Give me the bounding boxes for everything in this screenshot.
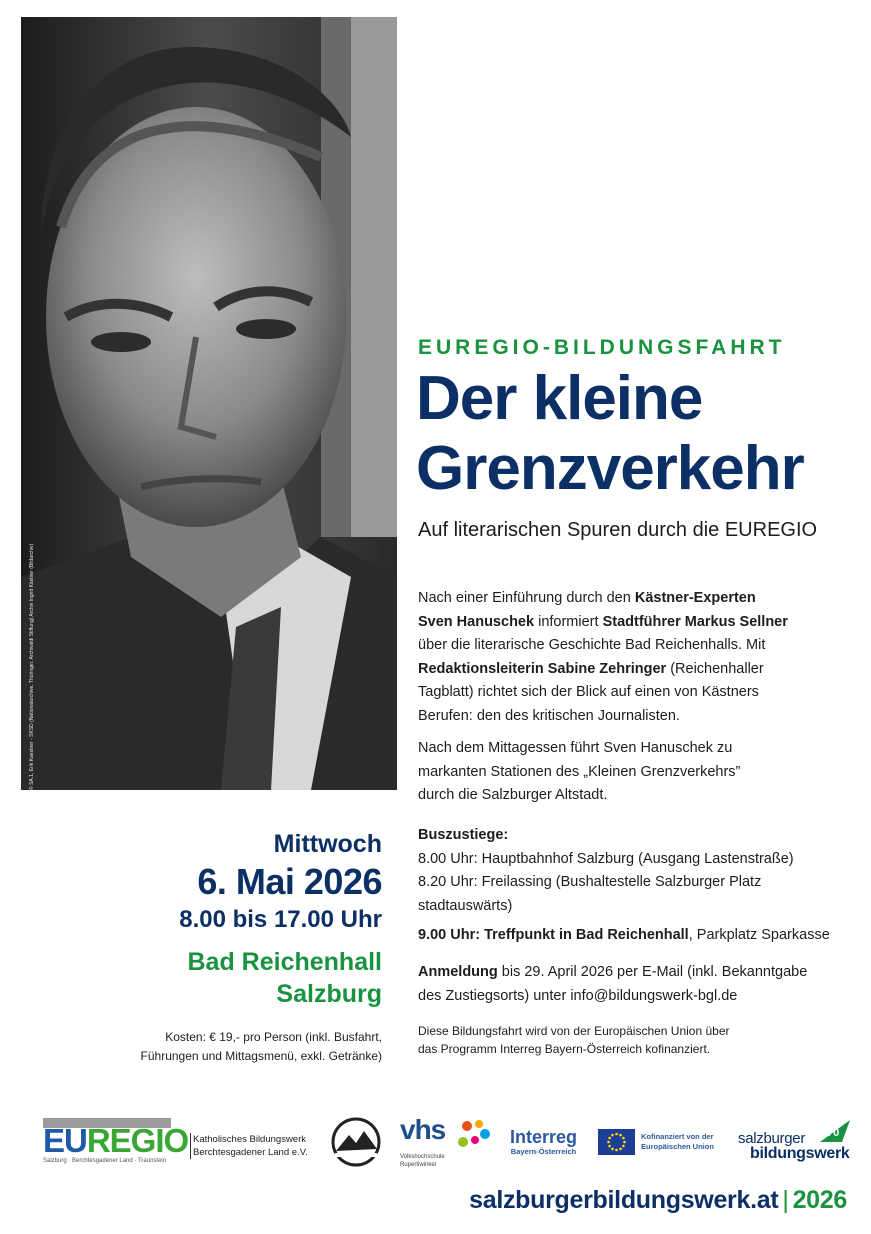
event-weekday: Mittwoch — [273, 830, 382, 858]
mountain-emblem-icon — [331, 1117, 381, 1167]
website-link[interactable]: salzburgerbildungswerk.at — [469, 1186, 779, 1214]
intro-text: Nach einer Einführung durch den — [418, 590, 635, 606]
kbw-line: Berchtesgadener Land e.V. — [193, 1147, 308, 1158]
interreg-wordmark: Interreg — [510, 1127, 578, 1147]
afternoon-text: markanten Stationen des „Kleinen Grenzverkehrs” — [418, 763, 741, 780]
kbw-logo — [190, 1133, 308, 1159]
interreg-logo — [510, 1127, 577, 1156]
title-line-2: Grenzverkehr — [416, 434, 804, 503]
sbw-wordmark-line1: salzburger — [738, 1130, 806, 1147]
afternoon-text: Nach dem Mittagessen führt Sven Hanuschek zu — [418, 740, 733, 756]
page-subtitle: Auf literarischen Spuren durch die EUREGIO — [418, 519, 818, 541]
registration-contact: des Zustiegsorts) unter info@bildungswerk-bgl.de — [418, 987, 738, 1004]
guide-name: Stadtführer Markus Sellner — [602, 613, 788, 630]
sbw-wordmark-line2: bildungswerk — [750, 1145, 850, 1162]
page-title — [416, 364, 866, 504]
svg-text:70: 70 — [827, 1127, 840, 1139]
anniversary-badge-icon — [820, 1118, 852, 1144]
meeting-point-detail: , Parkplatz Sparkasse — [688, 927, 830, 943]
intro-text: (Reichenhaller — [666, 660, 764, 677]
footer-website — [469, 1186, 847, 1215]
bus-stop: 8.00 Uhr: Hauptbahnhof Salzburg (Ausgang Lastenstraße) — [418, 850, 794, 867]
costs-text: Kosten: € 19,- pro Person (inkl. Busfahrt, — [165, 1030, 382, 1044]
intro-text: Berufen: den des kritischen Journalisten. — [418, 707, 680, 724]
euregio-wordmark: EUREGIO — [43, 1122, 189, 1159]
portrait-photo — [21, 17, 397, 790]
funding-text: das Programm Interreg Bayern-Österreich kofinanziert. — [418, 1042, 711, 1056]
registration-label: Anmeldung — [418, 964, 498, 980]
eu-flag-icon — [598, 1129, 635, 1155]
event-kicker: EUREGIO-BILDUNGSFAHRT — [418, 336, 786, 359]
bus-heading: Buszustiege: — [418, 827, 509, 843]
intro-text: Tagblatt) richtet sich der Blick auf einen von Kästners — [418, 684, 759, 700]
registration-text: bis 29. April 2026 per E-Mail (inkl. Bekanntgabe — [497, 964, 808, 980]
euregio-logo — [43, 1118, 189, 1166]
bus-stop: stadtauswärts) — [418, 897, 513, 914]
eu-cofunding-logo — [598, 1129, 738, 1155]
vhs-subtitle: Volkshochschule Rupertiwinkel — [400, 1154, 445, 1168]
bus-stop: 8.20 Uhr: Freilassing (Bushaltestelle Salzburger Platz — [418, 874, 762, 890]
intro-paragraph — [418, 587, 858, 728]
meeting-point: 9.00 Uhr: Treffpunkt in Bad Reichenhall — [418, 927, 689, 943]
intro-text: über die literarische Geschichte Bad Reichenhalls. Mit — [418, 637, 766, 653]
event-costs — [122, 1028, 382, 1066]
editor-name: Redaktionsleiterin Sabine Zehringer — [418, 660, 667, 677]
portrait-illustration — [21, 17, 397, 790]
footer-year: 2026 — [792, 1186, 847, 1214]
salzburger-bildungswerk-logo — [738, 1118, 853, 1168]
afternoon-paragraph — [418, 737, 858, 808]
photo-credit: © SA.1, Erik Kaestner - SKSD (Nationalarchive, Thüringer, Archivaldi Stiftung) Archiv Ingrid Kästner (Bildarchiv) — [29, 543, 35, 790]
funding-note — [418, 1022, 858, 1058]
vhs-logo — [400, 1114, 495, 1168]
speaker-name: Sven Hanuschek — [418, 613, 535, 630]
eu-cofunding-text: Kofinanziert von der Europäischen Union — [641, 1132, 714, 1151]
title-line-1: Der kleine — [416, 364, 703, 433]
vhs-dots-icon — [455, 1118, 495, 1158]
vhs-wordmark: vhs — [400, 1114, 446, 1145]
speaker-role: Kästner-Experten — [634, 590, 756, 606]
funding-text: Diese Bildungsfahrt wird von der Europäischen Union über — [418, 1024, 730, 1038]
event-time: 8.00 bis 17.00 Uhr — [179, 906, 382, 933]
event-place: Salzburg — [276, 980, 382, 1008]
event-date: 6. Mai 2026 — [197, 861, 382, 902]
costs-text: Führungen und Mittagsmenü, exkl. Getränke) — [140, 1049, 382, 1063]
kbw-line: Katholisches Bildungswerk — [193, 1134, 307, 1145]
interreg-subtitle: Bayern-Österreich — [510, 1147, 577, 1156]
event-date-block — [179, 828, 382, 1010]
event-place: Bad Reichenhall — [187, 948, 382, 976]
intro-text: informiert — [534, 613, 603, 630]
bus-stops — [418, 824, 858, 948]
footer-separator: | — [782, 1186, 789, 1214]
registration-info — [418, 961, 858, 1008]
afternoon-text: durch die Salzburger Altstadt. — [418, 787, 608, 803]
euregio-subtitle: Salzburg · Berchtesgadener Land · Traunstein — [43, 1158, 167, 1164]
